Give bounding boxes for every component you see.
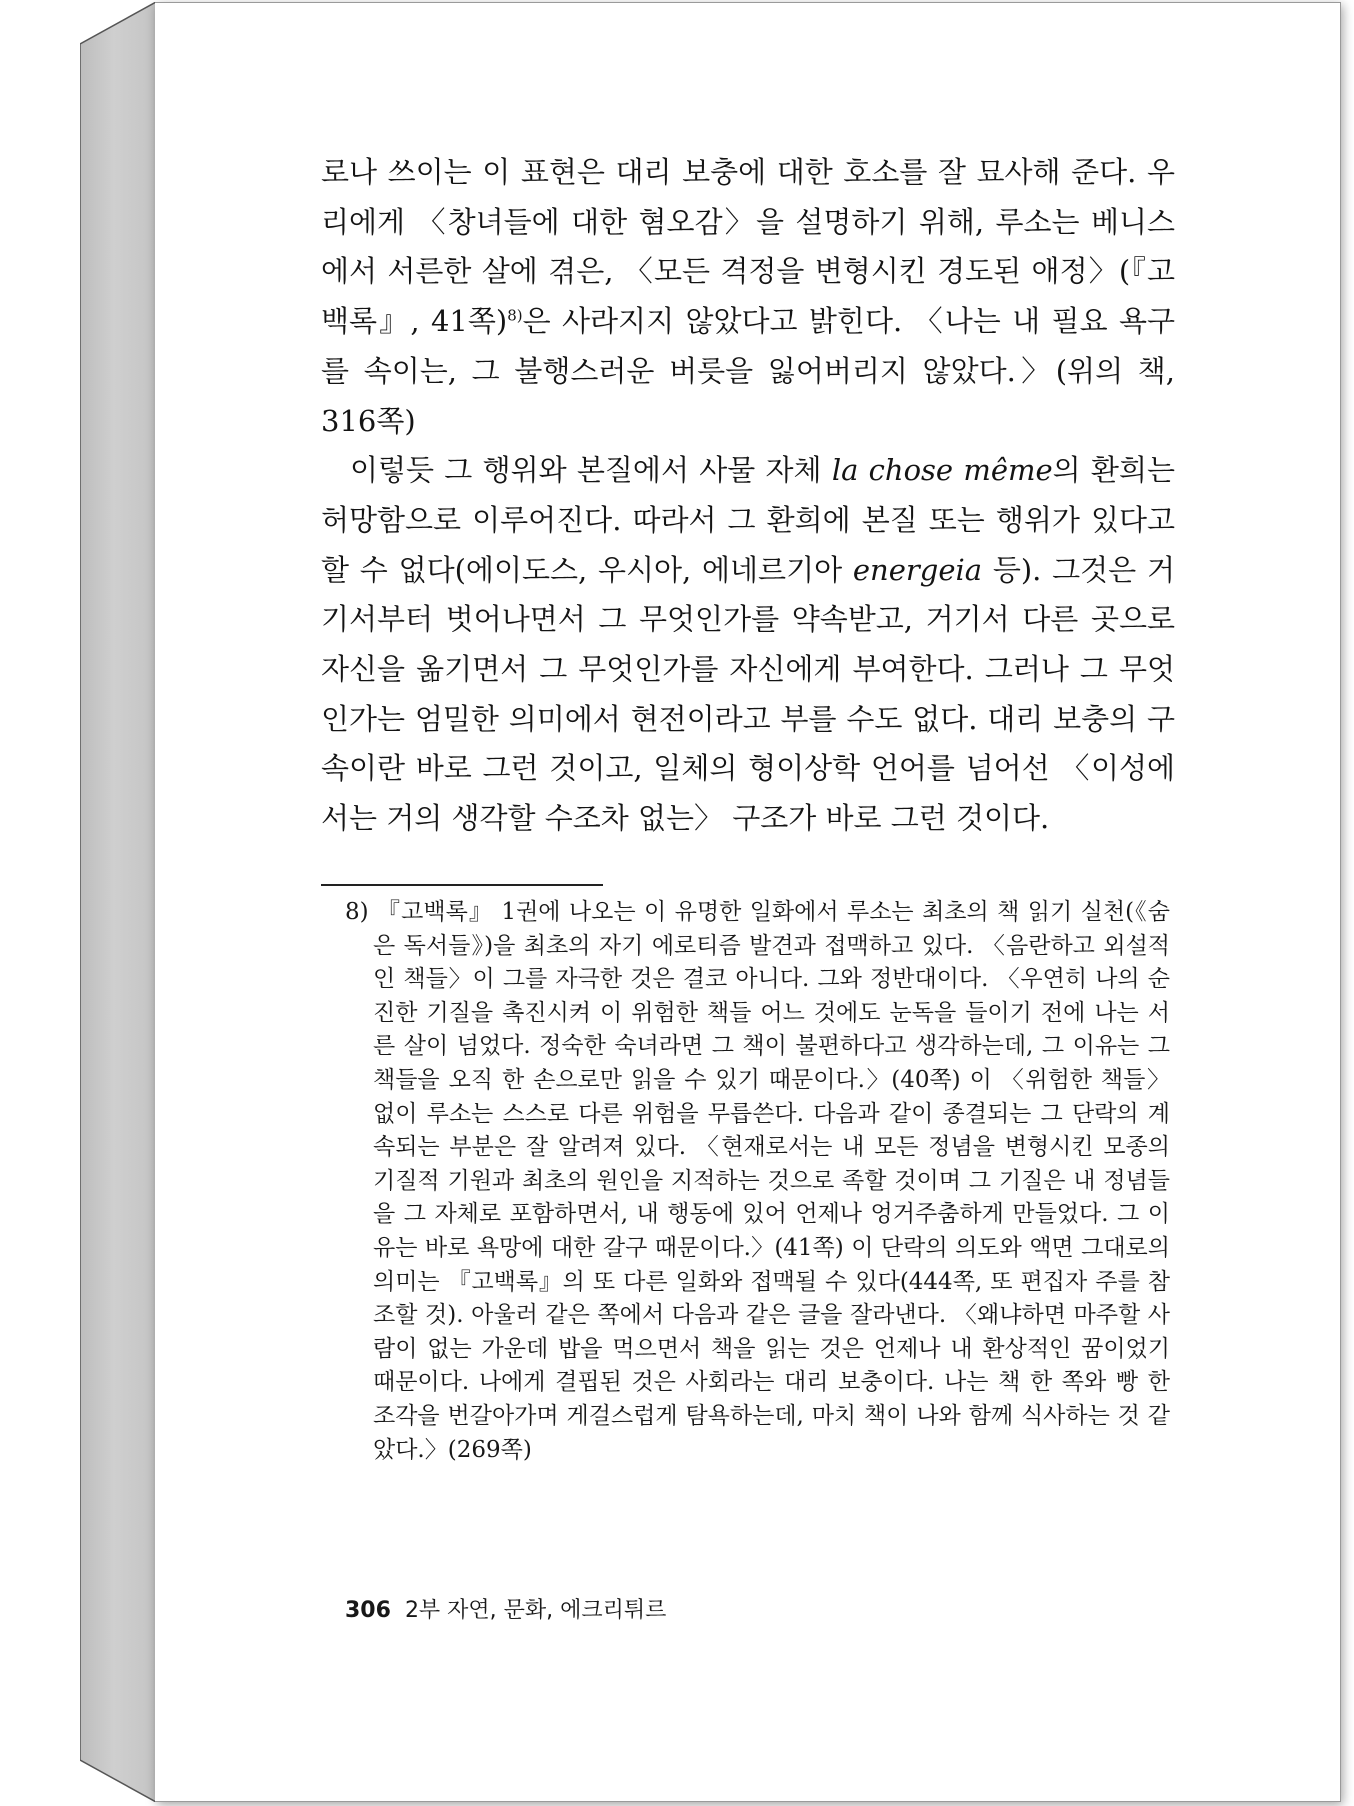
paragraph-2-continued: 의 환희는 허망함으로 이루어진다. 따라서 그 환희에 본질 또는 행위가 있다고 할 수 없다(에이도스, 우시아, 에네르기아 [321, 453, 1175, 587]
paragraph-2-text: 이렇듯 그 행위와 본질에서 사물 자체 [350, 453, 832, 488]
paragraph-2-end: 등). 그것은 거기서부터 벗어나면서 그 무엇인가를 약속받고, 거기서 다른 곳으로 자신을 옮기면서 그 무엇인가를 자신에게 부여한다. 그러나 그 무엇인가는 엄밀한 의미에서 현전이라고 부를 수도 없다. 대리 보충의 구속이란 바로 그런 것이고, 일체의 형이상학 언어를 넘어선 〈이성에서는 거의 생각할 수조차 없는〉 구조가 바로 그런 것이다. [321, 552, 1175, 836]
page-footer [345, 1596, 666, 1626]
paragraph-1-text: 로나 쓰이는 이 표현은 대리 보충에 대한 호소를 잘 묘사해 준다. 우리에게 〈창녀들에 대한 혐오감〉을 설명하기 위해, 루소는 베니스에서 서른한 살에 겪은, 〈모든 격정을 변형시킨 경도된 애정〉(『고백록』, 41쪽) [321, 155, 1175, 339]
page-number: 306 [345, 1598, 391, 1623]
footnote-divider [321, 884, 603, 886]
footnote-reference: 8) [507, 306, 523, 325]
footnote-text: 8) 『고백록』 1권에 나오는 이 유명한 일화에서 루소는 최초의 책 읽기 실천(《숨은 독서들》)을 최초의 자기 에로티즘 발견과 접맥하고 있다. 〈음란하고 외설적인 책들〉이 그를 자극한 것은 결코 아니다. 그와 정반대이다. 〈우연히 나의 순진한 기질을 촉진시켜 이 위험한 책들 어느 것에도 눈독을 들이기 전에 나는 서른 살이 넘었다. 정숙한 숙녀라면 그 책이 불편하다고 생각하는데, 그 이유는 그 책들을 오직 한 손으로만 읽을 수 있기 때문이다.〉(40쪽) 이 〈위험한 책들〉 없이 루소는 스스로 다른 위험을 무릅쓴다. 다음과 같이 종결되는 그 단락의 계속되는 부분은 잘 알려져 있다. 〈현재로서는 내 모든 정념을 변형시킨 모종의 기질적 기원과 최초의 원인을 지적하는 것으로 족할 것이며 그 기질은 내 정념들을 그 자체로 포함하면서, 내 행동에 있어 언제나 엉거주춤하게 만들었다. 그 이유는 바로 욕망에 대한 갈구 때문이다.〉(41쪽) 이 단락의 의도와 액면 그대로의 의미는 『고백록』의 또 다른 일화와 접맥될 수 있다(444쪽, 또 편집자 주를 참조할 것). 아울러 같은 쪽에서 다음과 같은 글을 잘라낸다. 〈왜냐하면 마주할 사람이 없는 가운데 밥을 먹으면서 책을 읽는 것은 언제나 내 환상적인 꿈이었기 때문이다. 나에게 결핍된 것은 사회라는 대리 보충이다. 나는 책 한 쪽와 빵 한 조각을 번갈아가며 게걸스럽게 탐욕하는데, 마치 책이 나와 함께 식사하는 것 같았다.〉(269쪽) [345, 899, 1170, 1463]
term-energeia: energeia [852, 552, 983, 587]
running-title: 2부 자연, 문화, 에크리튀르 [404, 1598, 667, 1623]
main-text [321, 148, 1175, 844]
paragraph-1 [321, 148, 1175, 446]
term-la-chose-meme: la chose même [831, 453, 1053, 488]
footnote-8 [345, 896, 1170, 1467]
paragraph-2 [321, 446, 1175, 844]
book-spine [80, 2, 156, 1802]
paragraph-1-continued: 은 사라지지 않았다고 밝힌다. 〈나는 내 필요 욕구를 속이는, 그 불행스러운 버릇을 잃어버리지 않았다.〉(위의 책, 316쪽) [321, 304, 1176, 438]
